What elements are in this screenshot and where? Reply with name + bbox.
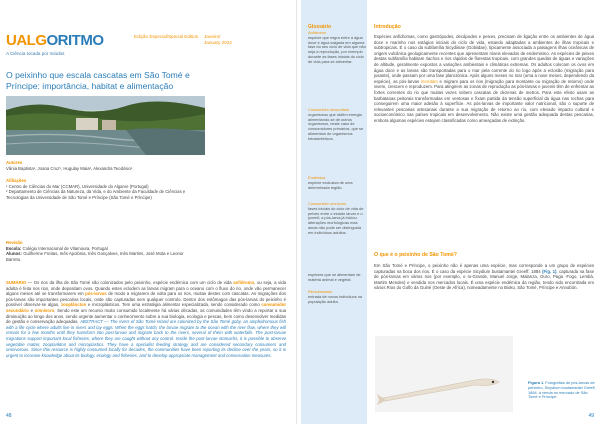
glossary-entry	[308, 273, 366, 283]
school-label: Escola:	[6, 245, 22, 251]
glossary-sidebar	[301, 0, 367, 424]
left-page	[0, 0, 297, 424]
ualgoritmo-logo	[6, 32, 104, 49]
logo-ritmo-text: ORITMO	[46, 32, 104, 49]
glossary-term: Recrutamento	[308, 289, 333, 294]
keyword-pos-larvas: pós-larvas	[85, 291, 107, 297]
review-block	[6, 240, 196, 262]
intro-paragraph	[374, 34, 594, 124]
students-names: Guilherme Freitas, Inês Apolónia, Inês Gonçalves, Inês Martins, José Mota e Leonor Barreto.	[6, 251, 184, 262]
page-number-right: 49	[588, 413, 594, 419]
glossary-entry	[308, 290, 366, 304]
volume-label: Janeiro/	[204, 34, 221, 39]
glossary-entry	[308, 108, 366, 142]
section-text-b: , capturada na fase de pós-larvas em vários rios (por exemplo, o Io-Grande, Manuel Jorge, Malanza, Ouro, Paga -Fogo, Lembá, Martim Mendes) e vendida nos mercados locais. É uma espécie endémica da região, tendo sido encontrada em vários Rios do Golfo da Guiné (Oeste de Africa), nomeadamente no Bioko, São Tomé, Príncipe e Annobón.	[374, 268, 594, 291]
affiliations-block	[6, 178, 196, 200]
glossary-definition: organismos que obtêm energia alimentando-se de outros organismos, neste caso de consumidores primários, que se alimentam de organismos fotossintéticos.	[308, 111, 364, 141]
glossary-entry	[308, 202, 366, 236]
fish-photo	[375, 336, 513, 412]
figure-reference: (Fig. 1)	[542, 268, 557, 274]
review-heading: Revisão	[6, 240, 23, 245]
intro-highlight: recrutam	[420, 78, 438, 84]
glossary-entry	[308, 31, 366, 65]
summary-text-a: — Os rios da ilha de São Tomé são colonizados pelo peixinho, espécie endémica com um ciclo de vida	[26, 280, 234, 285]
glossary-term: Consumidor secundário	[308, 107, 350, 112]
keyword-omnivoro: omnívoro	[34, 307, 55, 313]
authors-heading: Autores	[6, 160, 23, 165]
glossary-title: Glossário	[308, 24, 332, 30]
summary-text-c: de modo a migrarem de volta para os rios, muitas destes com cascatas. As migrações dos pós-larvas são importantes pescarias locais, onde são capturadas sem qualquer controlo. Dentro dos estômagos das pós-larvas do peixinho é possível observar-se algas,	[6, 291, 286, 308]
intro-text-b: e migram para os rios (migração para montante ou migração de retorno) onde vivem, crescem e reproduzem. Para atingirem as zonas de reprodução as pós-larvas e juvenis têm de enfrentar as fortes correntes do rio que muitas vezes sobem cascatas de dezenas de metros. Para este efeito usam as barbatanas peitorais transformadas em ventosas e fixam partida da tensão superficial da água nas rochas para conseguirem uma maior adesão à superfície. As pós-larvas de importante valor nutricional, são o suporte de relevantes pescarias artesanais durante a sua migração de retorno ao rio, com elevado impacto cultural e socioeconómico nas países tropicais em desenvolvimento. Não existe uma gestão adequada destas pescarias, embora algumas espécies estejam classificadas como ameaçadas de extinção.	[374, 78, 594, 123]
glossary-definition: espécies que se alimentam de matéria animal e vegetal.	[308, 272, 361, 282]
edition-date-text: January 2024	[204, 40, 232, 46]
river-photo-illustration	[6, 96, 205, 155]
school-name: Colégio Internacional de Vilamoura, Portugal	[22, 245, 108, 251]
summary-text-e: e	[28, 307, 35, 313]
abstract-english: ABSTRACT — The rivers of São Tomé Island are colonized by the São Tomé goby, an amphidromous fish with a life cycle where adults live in rivers and lay eggs. When the eggs hatch, the larvae migrate to the ocean with the river flow, where they will remain for a few months until they transform into post-larvae and migrate back to the rivers, several of them with waterfalls. The post-larvae migrations support important local fisheries, where they are caught without any control. Inside the post-larvae stomachs, it is possible to observe vegetable matter, zooplankton and microplastics. They have a specialist feeding strategy and are considered secondary consumers and omnivorous. Since this resource is highly consumed locally for decades, the communities have been reporting its decline over the years, so it is urgent to increase knowledge about its biology, ecology and fisheries, and to develop appropriate management and conservation measures.	[6, 319, 286, 358]
intro-title: Introdução	[374, 24, 401, 30]
authors-list: Vânia Baptista¹, Joana Cruz¹, Hugulay Maia², Alexandra Teodósio¹	[6, 165, 133, 171]
keyword-consumidor-secundario: consumidor secundário	[6, 302, 286, 313]
fish-photo-illustration	[375, 336, 513, 412]
keyword-zooplancton: zooplâncton	[60, 302, 87, 308]
article-title: O peixinho que escala cascatas em São Tomé e Príncipe: importância, habitat e alimentação	[6, 70, 190, 91]
affiliations-heading: Afiliações	[6, 178, 27, 183]
right-page	[301, 0, 600, 424]
summary-label: SUMÁRIO	[6, 280, 27, 285]
glossary-definition: espécie exclusiva de uma determinada região.	[308, 179, 353, 190]
logo-ualg-text: UALG	[6, 32, 47, 49]
glossary-entry	[308, 176, 366, 190]
summary-paragraph	[6, 280, 286, 358]
summary-text-d: e microplásticos. Tem uma estratégia alimentar especializada, sendo considerado como	[86, 302, 262, 308]
section-text-a: Em São Tomé e Príncipe, o peixinho não é apenas uma espécie, mas corresponde a um grupo de espécies capturadas na boca dos rios. É o caso da espécie Sicydium bustamantei Greeff, 1884	[374, 263, 594, 274]
edition-label	[134, 34, 198, 40]
figure-caption	[528, 381, 596, 400]
glossary-term: Consumidor omnívoro	[308, 201, 347, 206]
summary-text-b: , ou seja, a vida adulta é feita nos rios, onde depositam ovos. Quando estes eclodem as larvas migram para o oceano com o fluxo do rio, onde vão permanecer alguns meses até se transformarem em	[6, 280, 286, 297]
page-number-left: 48	[6, 413, 12, 419]
glossary-term: Anfídromo	[308, 30, 326, 35]
glossary-term: Endémica	[308, 175, 326, 180]
edition-text: Edição Especial/Special Edition	[134, 34, 199, 39]
keyword-anfidromo: anfídromo	[233, 280, 255, 285]
summary-text-f: . Sendo este um recurso muito consumido localmente há várias décadas, as comunidades têm vindo a reportar a sua diminuição ao longo dos anos, sendo urgente aumentar o conhecimento sobre a sua biologia, ecologia e pescas, bem como desenvolver medidas de gestão e conservação adequadas.	[6, 307, 287, 325]
affiliation-2: ² Departamento de Ciências da Natureza, da Vida, e do Ambiente da Faculdade de Ciências e Tecnologias da Universidade de São Tomé e Príncipe (São Tomé e Príncipe)	[6, 189, 186, 200]
section-title-peixinho: O que é o peixinho de São Tomé?	[374, 252, 457, 258]
edition-date	[204, 34, 232, 47]
students-line	[6, 251, 196, 262]
students-label: Alunos:	[6, 251, 22, 257]
intro-text-a: Espécies anfídromas, como gastrópodes, decápodes e peixes, precisam de ligação entre os ambientes de água doce e marinho nos estágios iniciais do ciclo de vida, estando adaptadas a ambientes de ilhas tropicais e subtropicais. É o caso da subfamília Sicydiinae (Gobiidae), tipicamente associada a paisagens ilhas oceânicas de origem vulcânica geologicamente recentes que apresentam níveis elevados de endemismo. As espécies de peixes destas subfamília habitam riachos e rios rápidos de florestas tropicais, com grandes quedas de águas e variações de altitude, geralmente expostos a variações ambientais e climáticas extremas. Os adultos colocam os ovos em água doce e as larvas são transportadas para o mar pela corrente do rio logo após a eclosão (migração para jusante), onde passam por uma fase planctónica. Após alguns meses no mar (uma a nove meses, dependendo da espécie), as pós-larvas	[374, 34, 594, 84]
figure-caption-text: Fotografias de pós-larvas de peixinho, Sicydium bustamantei Greeff, 1884, à venda no mercado de São Tomé e Príncipe.	[528, 380, 596, 400]
figure-caption-label: Figura 1.	[528, 380, 545, 385]
affiliation-1: ¹ Centro de Ciências do Mar (CCMAR), Universidade do Algarve (Portugal)	[6, 183, 149, 189]
tagline: A Ciência tocada por miúdos	[6, 51, 65, 56]
glossary-definition: entrada de novos indivíduos na população adulta.	[308, 293, 363, 304]
authors-block	[6, 160, 196, 171]
glossary-definition: fases iniciais do ciclo de vida de peixes entre o estado larvar e o juvenil; a pós-larva já iniciou alterações morfológicas mas ainda não pode ser distinguida em indivíduos adultos.	[308, 205, 364, 235]
glossary-definition: espécie que migra entre a água doce e água salgada em alguma fase do seu ciclo de vida que não seja a reprodução, por exemplo durante as fases iniciais do ciclo de vida para se alimentar.	[308, 34, 366, 64]
section-peixinho-paragraph	[374, 263, 594, 291]
river-photo	[6, 96, 205, 155]
